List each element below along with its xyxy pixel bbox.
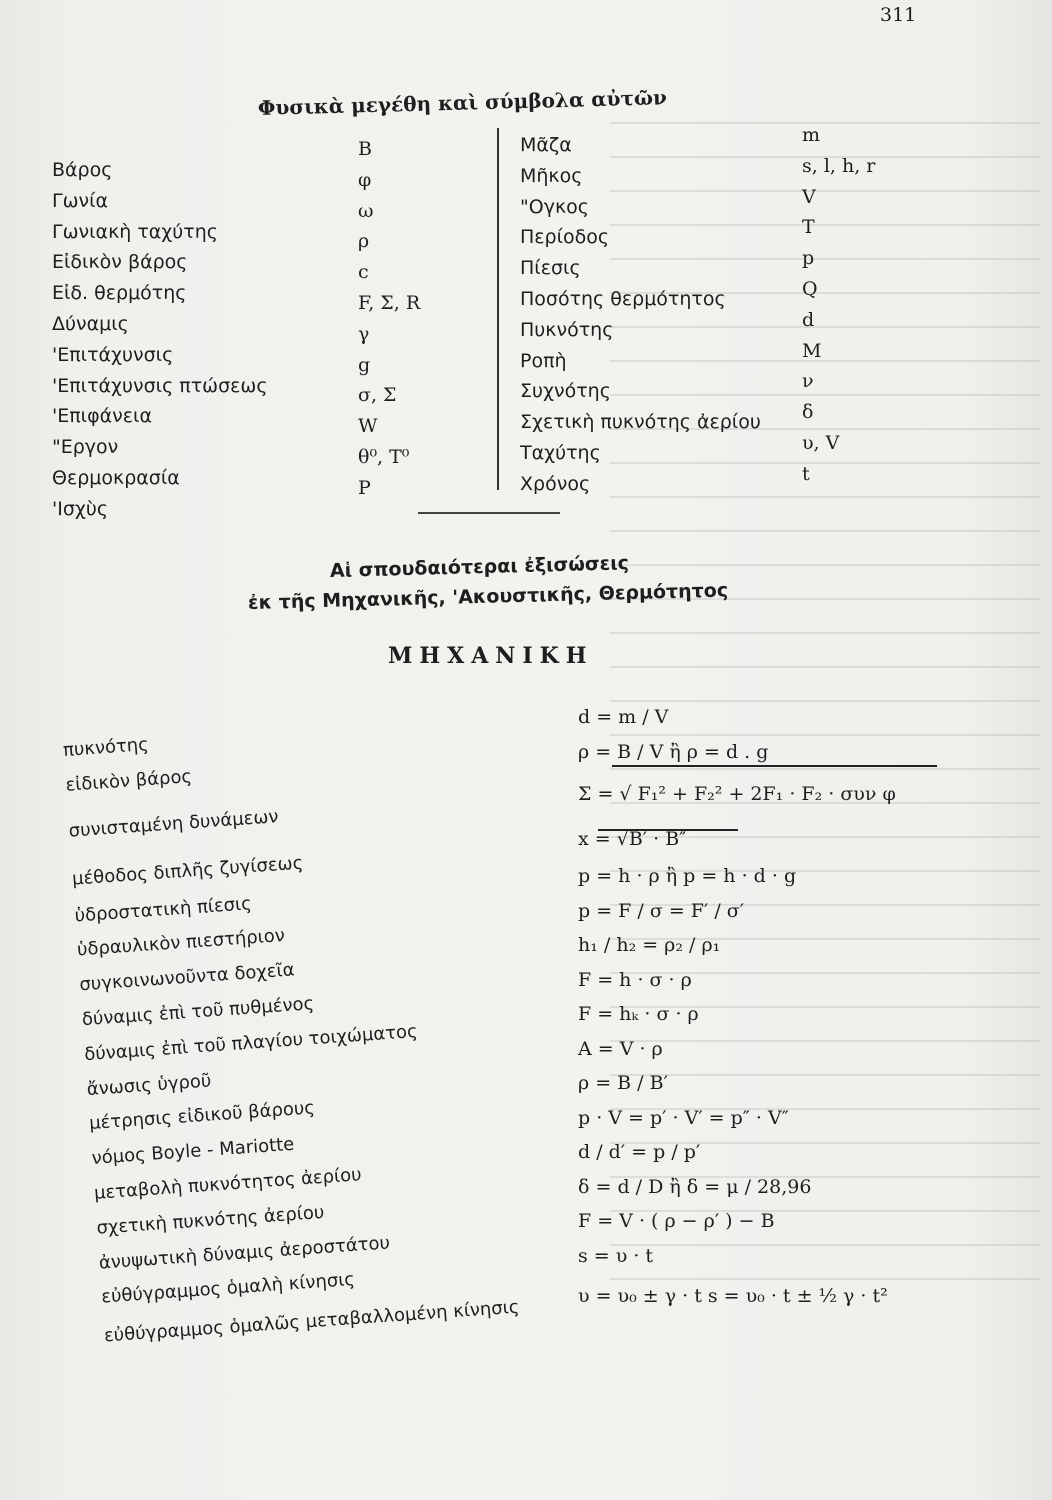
equation: x = √B′ · B″: [578, 828, 687, 850]
list-item: m: [802, 124, 821, 146]
list-item: Γωνιακὴ ταχύτης: [52, 220, 218, 243]
section-title-quantities: Φυσικὰ μεγέθη καὶ σύμβολα αὐτῶν: [257, 85, 668, 120]
list-item: s, l, h, r: [802, 154, 876, 177]
list-item: 'Επιτάχυνσις πτώσεως: [52, 374, 268, 397]
page-number: 311: [880, 4, 917, 26]
list-item: g: [358, 353, 371, 376]
list-item: Σχετικὴ πυκνότης ἀερίου: [520, 411, 761, 434]
list-item: F, Σ, R: [358, 291, 421, 314]
list-item: d: [802, 308, 815, 331]
list-item: Χρόνος: [520, 472, 591, 495]
list-item: μεταβολὴ πυκνότητος ἀερίου: [93, 1164, 363, 1204]
list-item: Μῆκος: [520, 164, 583, 187]
equation: F = hₖ · σ · ρ: [578, 1003, 699, 1025]
list-item: Εἰδ. θερμότης: [52, 282, 187, 305]
equation: d / d′ = p / p′: [578, 1141, 701, 1163]
list-item: εὐθύγραμμος ὁμαλὴ κίνησις: [100, 1269, 356, 1308]
equation: υ = υ₀ ± γ · t s = υ₀ · t ± ½ γ · t²: [578, 1285, 888, 1307]
list-item: B: [358, 138, 372, 160]
section-title-equations: Αἱ σπουδαιότεραι ἐξισώσεις: [329, 552, 630, 582]
right-quantities-list: [520, 130, 761, 500]
list-item: W: [358, 415, 378, 438]
list-item: γ: [358, 322, 370, 345]
section-subtitle-equations: ἐκ τῆς Μηχανικῆς, 'Ακουστικῆς, Θερμότητος: [247, 579, 729, 614]
list-item: υ, V: [802, 431, 840, 454]
list-item: 'Ισχὺς: [52, 497, 108, 520]
list-item: Πίεσις: [520, 257, 581, 280]
list-item: δύναμις ἐπὶ τοῦ πυθμένος: [81, 993, 315, 1031]
list-item: "Ογκος: [520, 195, 589, 218]
list-item: M: [802, 339, 822, 362]
equation: F = V · ( ρ − ρ′ ) − B: [578, 1210, 775, 1232]
list-item: δύναμις ἐπὶ τοῦ πλαγίου τοιχώματος: [83, 1020, 419, 1065]
list-item: συγκοινωνοῦντα δοχεῖα: [78, 959, 296, 996]
list-item: ω: [358, 199, 374, 222]
list-item: P: [358, 476, 371, 499]
list-item: Περίοδος: [520, 226, 610, 249]
equation: F = h · σ · ρ: [578, 968, 692, 991]
list-item: μέτρησις εἰδικοῦ βάρους: [88, 1097, 316, 1135]
equation: δ = d / D ἢ δ = μ / 28,96: [578, 1175, 812, 1198]
list-item: εὐθύγραμμος ὁμαλῶς μεταβαλλομένη κίνησις: [103, 1296, 521, 1347]
list-item: φ: [358, 168, 372, 191]
list-item: V: [802, 185, 816, 208]
heading-mechanics: ΜΗΧΑΝΙΚΗ: [388, 643, 594, 669]
list-item: ὑδροστατικὴ πίεσις: [73, 892, 253, 927]
list-item: ἀνυψωτικὴ δύναμις ἀεροστάτου: [98, 1231, 391, 1274]
list-item: θ⁰, T⁰: [358, 445, 410, 468]
list-item: p: [802, 247, 815, 270]
equation: Σ = √ F₁² + F₂² + 2F₁ · F₂ · συν φ: [578, 783, 896, 805]
list-item: 'Επιφάνεια: [52, 405, 152, 428]
list-item: Πυκνότης: [520, 318, 614, 341]
list-item: T: [802, 216, 815, 239]
list-item: συνισταμένη δυνάμεων: [68, 805, 280, 842]
list-item: Δύναμις: [52, 312, 129, 335]
list-item: ὑδραυλικὸν πιεστήριον: [76, 925, 286, 961]
equation: h₁ / h₂ = ρ₂ / ρ₁: [578, 934, 721, 956]
section-separator: [418, 512, 560, 514]
list-item: πυκνότης: [62, 734, 150, 761]
list-item: Συχνότης: [520, 380, 611, 403]
list-item: σ, Σ: [358, 384, 397, 407]
list-item: c: [358, 261, 369, 284]
list-item: t: [802, 462, 810, 485]
list-item: εἰδικὸν βάρος: [64, 765, 193, 796]
list-item: δ: [802, 401, 814, 424]
list-item: σχετικὴ πυκνότης ἀερίου: [95, 1201, 325, 1239]
equations-list: [578, 700, 896, 1314]
list-item: Ταχύτης: [520, 441, 601, 464]
list-item: Εἰδικὸν βάρος: [52, 251, 188, 274]
equation: p = F / σ = F′ / σ′: [578, 899, 745, 922]
equation: A = V · ρ: [578, 1037, 663, 1060]
list-item: 'Επιτάχυνσις: [52, 343, 174, 366]
equation: ρ = B / B′: [578, 1072, 668, 1094]
list-item: Γωνία: [52, 189, 109, 212]
list-item: ἄνωσις ὑγροῦ: [86, 1070, 212, 1100]
column-divider: [497, 128, 499, 490]
equation: ρ = B / V ἢ ρ = d . g: [578, 740, 769, 763]
equation-labels-list: [62, 705, 521, 1354]
right-symbols-list: [802, 120, 875, 490]
equation: d = m / V: [578, 706, 669, 728]
equation: s = υ · t: [578, 1244, 654, 1267]
left-quantities-list: [52, 155, 267, 525]
list-item: Q: [802, 277, 818, 300]
list-item: Βάρος: [52, 159, 113, 181]
list-item: Μᾶζα: [520, 134, 572, 156]
list-item: ρ: [358, 230, 370, 253]
equation: p = h · ρ ἢ p = h · d · g: [578, 865, 797, 887]
list-item: Ροπὴ: [520, 349, 567, 372]
list-item: ν: [802, 370, 814, 393]
list-item: Θερμοκρασία: [52, 466, 180, 489]
list-item: μέθοδος διπλῆς ζυγίσεως: [71, 852, 304, 890]
list-item: Ποσότης θερμότητος: [520, 287, 726, 310]
equation: p · V = p′ · V′ = p″ · V″: [578, 1106, 789, 1129]
left-symbols-list: [358, 134, 420, 504]
list-item: νόμος Boyle - Mariotte: [90, 1133, 295, 1170]
list-item: "Εργον: [52, 436, 119, 459]
